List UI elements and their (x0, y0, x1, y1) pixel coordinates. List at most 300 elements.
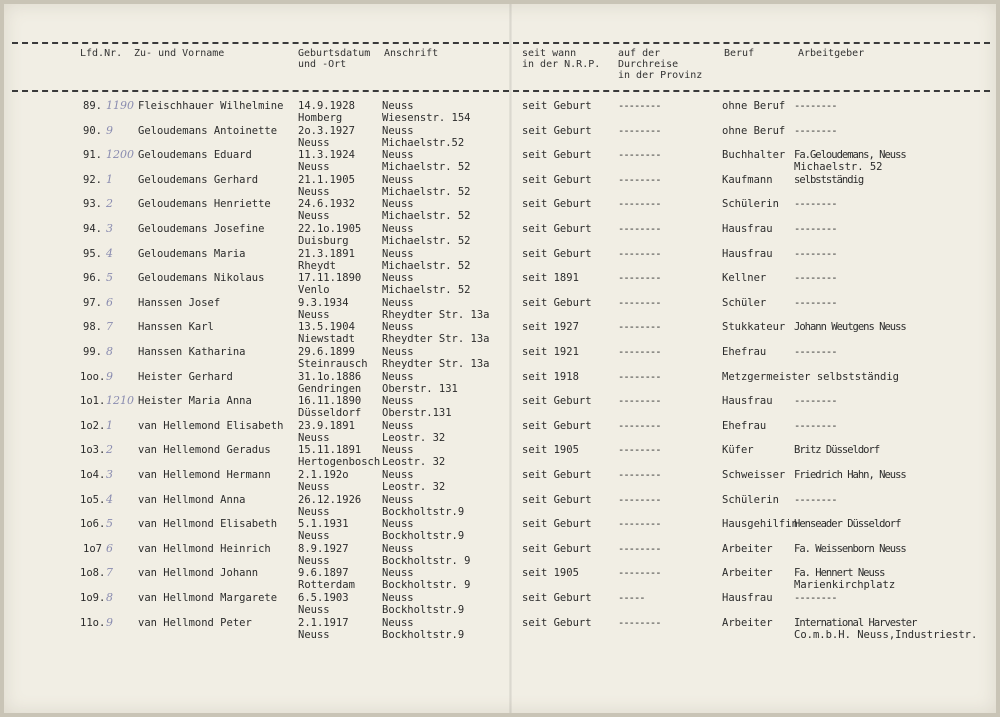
table-row (4, 174, 996, 199)
resident-since: seit Geburt (522, 518, 592, 531)
pencil-annotation: 2 (106, 443, 113, 457)
table-row (4, 494, 996, 519)
pencil-annotation: 7 (106, 566, 113, 580)
address-street: Rheydter Str. 13a (382, 333, 490, 346)
address-city: Neuss (382, 272, 414, 285)
birth-place: Niewstadt (298, 333, 355, 346)
row-number: 96. (83, 272, 102, 285)
address-cell (382, 543, 471, 567)
employer-cell (794, 248, 837, 260)
address-street: Rheydter Str. 13a (382, 308, 490, 321)
address-street: Bockholtstr.9 (382, 505, 465, 518)
occupation: Kellner (722, 272, 767, 285)
address-city: Neuss (382, 100, 414, 112)
employer-cell (794, 567, 895, 591)
transit-status: -------- (618, 567, 661, 580)
pencil-annotation: 1 (106, 172, 113, 186)
pencil-annotation: 8 (106, 345, 113, 358)
birth-cell (298, 617, 349, 641)
table-row (4, 125, 996, 150)
occupation: Schülerin (722, 198, 779, 211)
birth-cell (298, 395, 361, 419)
resident-since: seit Geburt (522, 247, 592, 260)
address-cell (382, 592, 464, 616)
person-name: Hanssen Karl (138, 321, 214, 334)
row-number: 99. (83, 346, 102, 358)
birth-cell (298, 174, 355, 198)
occupation: Buchhalter (722, 149, 786, 162)
birth-place: Steinrausch (298, 358, 368, 370)
row-number: 93. (83, 198, 102, 211)
person-name: van Hellemond Geradus (138, 444, 271, 457)
employer-line-1: -------- (794, 395, 837, 408)
pencil-annotation: 9 (106, 369, 113, 383)
address-street: Bockholtstr.9 (382, 604, 465, 616)
table-row (4, 346, 996, 371)
birth-place: Gendringen (298, 382, 362, 395)
person-name: van Hellmond Peter (138, 616, 252, 629)
address-street: Leostr. 32 (382, 456, 446, 469)
address-cell (382, 617, 464, 641)
birth-cell (298, 444, 380, 468)
address-city: Neuss (382, 419, 414, 432)
birth-place: Venlo (298, 284, 330, 297)
transit-status: -------- (618, 370, 661, 383)
employer-cell (794, 592, 837, 604)
address-city: Neuss (382, 247, 414, 260)
address-street: Michaelstr. 52 (382, 185, 471, 198)
resident-since: seit Geburt (522, 493, 592, 506)
birth-date: 9.6.1897 (298, 567, 349, 580)
header-beruf: Beruf (724, 48, 755, 59)
address-street: Leostr. 32 (382, 481, 446, 493)
birth-place: Homberg (298, 112, 343, 124)
birth-place: Neuss (298, 308, 330, 321)
address-cell (382, 420, 445, 444)
employer-line-1: Fa. Hennert Neuss (794, 567, 885, 580)
address-street: Bockholtstr. 9 (382, 579, 471, 592)
birth-cell (298, 149, 355, 173)
occupation: ohne Beruf (722, 124, 786, 137)
resident-since: seit Geburt (522, 100, 592, 112)
transit-status: ----- (618, 592, 645, 604)
person-name: Geloudemans Eduard (138, 149, 252, 162)
table-row (4, 395, 996, 420)
header-durchreise: auf der Durchreise in der Provinz (618, 48, 703, 81)
person-name: van Hellmond Heinrich (138, 542, 271, 555)
birth-date: 26.12.1926 (298, 493, 362, 506)
birth-date: 23.9.1891 (298, 419, 355, 432)
pencil-annotation: 6 (106, 295, 113, 309)
table-row (4, 371, 996, 396)
occupation: Schweisser (722, 469, 786, 481)
address-street: Michaelstr. 52 (382, 235, 471, 247)
person-name: Geloudemans Josefine (138, 223, 265, 235)
table-row (4, 149, 996, 174)
employer-line-1: -------- (794, 592, 837, 604)
birth-cell (298, 100, 355, 124)
occupation: Hausfrau (722, 247, 773, 260)
person-name: van Hellemond Elisabeth (138, 419, 284, 432)
table-row (4, 321, 996, 346)
birth-cell (298, 420, 355, 444)
address-city: Neuss (382, 469, 414, 481)
pencil-annotation: 5 (106, 517, 113, 531)
row-number: 1o2. (80, 419, 106, 432)
row-number: 1o4. (80, 469, 106, 481)
occupation: ohne Beruf (722, 100, 786, 112)
birth-place: Hertogenbosch (298, 456, 381, 469)
transit-status: -------- (618, 100, 661, 112)
occupation: Hausfrau (722, 223, 773, 235)
address-street: Michaelstr.52 (382, 136, 465, 149)
resident-since: seit Geburt (522, 198, 592, 211)
birth-cell (298, 346, 368, 370)
occupation: Metzgermeister selbstständig (722, 370, 900, 383)
address-city: Neuss (382, 592, 414, 604)
occupation: Hausfrau (722, 592, 773, 604)
table-row (4, 592, 996, 617)
pencil-annotation: 4 (106, 492, 113, 506)
address-city: Neuss (382, 321, 414, 334)
row-number: 89. (83, 100, 102, 112)
transit-status: -------- (618, 173, 661, 186)
address-street: Michaelstr. 52 (382, 259, 471, 272)
occupation: Ehefrau (722, 419, 767, 432)
birth-date: 11.3.1924 (298, 149, 355, 162)
birth-date: 22.1o.1905 (298, 223, 362, 235)
resident-since: seit Geburt (522, 395, 592, 408)
employer-line-1: Fa.Geloudemans, Neuss (794, 149, 906, 162)
address-cell (382, 174, 471, 198)
person-name: Heister Gerhard (138, 370, 233, 383)
birth-date: 21.3.1891 (298, 247, 355, 260)
address-city: Neuss (382, 198, 414, 211)
address-street: Michaelstr. 52 (382, 284, 471, 297)
address-street: Oberstr. 131 (382, 382, 458, 395)
address-city: Neuss (382, 149, 414, 162)
pencil-annotation: 3 (106, 222, 113, 235)
pencil-annotation: 7 (106, 320, 113, 334)
person-name: Heister Maria Anna (138, 395, 252, 408)
birth-date: 17.11.1890 (298, 272, 362, 285)
person-name: Geloudemans Gerhard (138, 173, 259, 186)
header-rule-bottom (12, 90, 990, 92)
table-row (4, 420, 996, 445)
table-row (4, 469, 996, 494)
resident-since: seit Geburt (522, 419, 592, 432)
occupation: Schülerin (722, 493, 779, 506)
employer-line-1: selbstständig (794, 173, 864, 186)
birth-place: Neuss (298, 185, 330, 198)
birth-date: 2.1.192o (298, 469, 349, 481)
row-number: 97. (83, 296, 102, 309)
birth-date: 6.5.1903 (298, 592, 349, 604)
employer-line-1: -------- (794, 100, 837, 112)
transit-status: -------- (618, 198, 661, 211)
employer-cell (794, 321, 906, 333)
row-number: 11o. (80, 616, 106, 629)
birth-date: 24.6.1932 (298, 198, 355, 211)
person-name: Geloudemans Maria (138, 247, 246, 260)
person-name: Hanssen Josef (138, 296, 221, 309)
row-number: 1o9. (80, 592, 106, 604)
table-row (4, 223, 996, 248)
birth-date: 9.3.1934 (298, 296, 349, 309)
resident-since: seit 1921 (522, 346, 579, 358)
person-name: Geloudemans Henriette (138, 198, 271, 211)
birth-cell (298, 567, 355, 591)
address-city: Neuss (382, 567, 414, 580)
transit-status: -------- (618, 542, 661, 555)
employer-line-1: -------- (794, 296, 837, 309)
employer-cell (794, 494, 837, 506)
employer-cell (794, 198, 837, 210)
birth-cell (298, 272, 361, 296)
person-name: van Hellmond Margarete (138, 592, 278, 604)
resident-since: seit Geburt (522, 296, 592, 309)
header-seit: seit wann in der N.R.P. (522, 48, 601, 70)
resident-since: seit 1905 (522, 444, 579, 457)
person-name: Fleischhauer Wilhelmine (138, 100, 284, 112)
employer-cell (794, 469, 906, 481)
birth-date: 29.6.1899 (298, 346, 355, 358)
table-row (4, 297, 996, 322)
occupation: Schüler (722, 296, 767, 309)
resident-since: seit 1905 (522, 567, 579, 580)
address-cell (382, 321, 489, 345)
occupation: Kaufmann (722, 173, 773, 186)
resident-since: seit Geburt (522, 592, 592, 604)
transit-status: -------- (618, 444, 661, 457)
transit-status: -------- (618, 124, 661, 137)
person-name: van Hellmond Elisabeth (138, 518, 278, 531)
resident-since: seit Geburt (522, 149, 592, 162)
resident-since: seit Geburt (522, 223, 592, 235)
birth-place: Neuss (298, 136, 330, 149)
row-number: 1o1. (80, 395, 106, 408)
employer-line-2: Marienkirchplatz (794, 579, 896, 592)
employer-line-1: Henseader Düsseldorf (794, 518, 901, 531)
employer-cell (794, 420, 837, 432)
employer-cell (794, 125, 837, 137)
birth-cell (298, 125, 355, 149)
address-city: Neuss (382, 346, 414, 358)
address-street: Bockholtstr.9 (382, 530, 465, 543)
resident-since: seit Geburt (522, 173, 592, 186)
address-cell (382, 100, 471, 124)
birth-date: 5.1.1931 (298, 518, 349, 531)
employer-line-1: Britz Düsseldorf (794, 444, 880, 457)
address-city: Neuss (382, 616, 414, 629)
birth-place: Neuss (298, 604, 330, 616)
document-page (4, 4, 996, 713)
address-city: Neuss (382, 542, 414, 555)
table-row (4, 567, 996, 592)
address-city: Neuss (382, 370, 414, 383)
transit-status: -------- (618, 149, 661, 162)
header-name: Zu- und Vorname (134, 48, 225, 59)
address-city: Neuss (382, 296, 414, 309)
occupation: Arbeiter (722, 542, 773, 555)
pencil-annotation: 1 (106, 418, 113, 432)
address-cell (382, 567, 471, 591)
birth-date: 13.5.1904 (298, 321, 355, 334)
employer-line-1: -------- (794, 223, 837, 235)
birth-cell (298, 543, 349, 567)
employer-line-1: -------- (794, 198, 837, 211)
header-arbeitgeber: Arbeitgeber (798, 48, 865, 59)
birth-place: Rotterdam (298, 579, 355, 592)
employer-cell (794, 174, 863, 186)
address-cell (382, 469, 445, 493)
address-street: Wiesenstr. 154 (382, 112, 471, 124)
employer-line-1: International Harvester (794, 616, 917, 629)
person-name: Geloudemans Nikolaus (138, 272, 265, 285)
address-street: Michaelstr. 52 (382, 161, 471, 174)
birth-cell (298, 248, 355, 272)
birth-date: 2.1.1917 (298, 616, 349, 629)
address-city: Neuss (382, 223, 414, 235)
birth-date: 16.11.1890 (298, 395, 362, 408)
address-cell (382, 518, 464, 542)
employer-cell (794, 395, 837, 407)
row-number: 90. (83, 124, 102, 137)
occupation: Stukkateur (722, 321, 786, 334)
resident-since: seit 1918 (522, 370, 579, 383)
pencil-annotation: 1210 (106, 394, 134, 408)
employer-line-1: Friedrich Hahn, Neuss (794, 469, 906, 481)
transit-status: -------- (618, 223, 661, 235)
address-cell (382, 198, 471, 222)
header-lfd-nr: Lfd.Nr. (80, 48, 123, 59)
transit-status: -------- (618, 247, 661, 260)
employer-cell (794, 297, 837, 309)
resident-since: seit Geburt (522, 469, 592, 481)
address-street: Oberstr.131 (382, 407, 452, 420)
birth-place: Neuss (298, 431, 330, 444)
pencil-annotation: 1200 (106, 148, 134, 162)
address-city: Neuss (382, 518, 414, 531)
employer-cell (794, 346, 837, 358)
address-cell (382, 272, 471, 296)
address-city: Neuss (382, 173, 414, 186)
pencil-annotation: 9 (106, 615, 113, 629)
employer-line-1: Fa. Weissenborn Neuss (794, 542, 906, 555)
birth-place: Neuss (298, 161, 330, 174)
address-cell (382, 149, 471, 173)
birth-place: Neuss (298, 505, 330, 518)
address-city: Neuss (382, 124, 414, 137)
transit-status: -------- (618, 493, 661, 506)
person-name: Hanssen Katharina (138, 346, 246, 358)
pencil-annotation: 4 (106, 246, 113, 260)
pencil-annotation: 3 (106, 468, 113, 481)
employer-line-1: -------- (794, 272, 837, 285)
address-cell (382, 444, 445, 468)
employer-line-1: -------- (794, 346, 837, 358)
row-number: 1o8. (80, 567, 106, 580)
birth-place: Neuss (298, 530, 330, 543)
birth-cell (298, 469, 349, 493)
transit-status: -------- (618, 272, 661, 285)
table-row (4, 100, 996, 125)
header-anschrift: Anschrift (384, 48, 439, 59)
birth-date: 14.9.1928 (298, 100, 355, 112)
occupation: Arbeiter (722, 567, 773, 580)
birth-cell (298, 223, 361, 247)
row-number: 91. (83, 149, 102, 162)
birth-date: 21.1.1905 (298, 173, 355, 186)
row-number: 1o6. (80, 518, 106, 531)
birth-cell (298, 494, 361, 518)
employer-cell (794, 272, 837, 284)
resident-since: seit Geburt (522, 616, 592, 629)
table-row (4, 518, 996, 543)
row-number: 98. (83, 321, 102, 334)
pencil-annotation: 9 (106, 123, 113, 137)
occupation: Ehefrau (722, 346, 767, 358)
employer-cell (794, 617, 977, 641)
transit-status: -------- (618, 321, 661, 334)
person-name: van Hellmond Johann (138, 567, 259, 580)
table-row (4, 444, 996, 469)
birth-place: Düsseldorf (298, 407, 362, 420)
occupation: Hausfrau (722, 395, 773, 408)
employer-cell (794, 518, 900, 530)
transit-status: -------- (618, 346, 661, 358)
address-cell (382, 395, 452, 419)
birth-date: 2o.3.1927 (298, 124, 355, 137)
person-name: Geloudemans Antoinette (138, 124, 278, 137)
address-cell (382, 371, 458, 395)
birth-date: 31.1o.1886 (298, 370, 362, 383)
resident-since: seit Geburt (522, 124, 592, 137)
transit-status: -------- (618, 518, 661, 531)
address-city: Neuss (382, 395, 414, 408)
birth-place: Neuss (298, 554, 330, 567)
birth-date: 15.11.1891 (298, 444, 362, 457)
pencil-annotation: 1190 (106, 99, 134, 112)
employer-line-1: -------- (794, 493, 837, 506)
row-number: 95. (83, 247, 102, 260)
birth-place: Neuss (298, 628, 330, 641)
address-street: Bockholtstr.9 (382, 628, 465, 641)
birth-cell (298, 518, 349, 542)
employer-cell (794, 223, 837, 235)
employer-cell (794, 100, 837, 112)
transit-status: -------- (618, 616, 661, 629)
employer-line-1: -------- (794, 247, 837, 260)
address-cell (382, 223, 471, 247)
resident-since: seit 1927 (522, 321, 579, 334)
pencil-annotation: 6 (106, 541, 113, 555)
row-number: 1o3. (80, 444, 106, 457)
employer-cell (794, 444, 879, 456)
table-row (4, 617, 996, 642)
address-street: Rheydter Str. 13a (382, 358, 490, 370)
row-number: 1o5. (80, 493, 106, 506)
row-number: 1oo. (80, 370, 106, 383)
table-row (4, 248, 996, 273)
transit-status: -------- (618, 469, 661, 481)
address-cell (382, 297, 489, 321)
address-street: Leostr. 32 (382, 431, 446, 444)
address-street: Michaelstr. 52 (382, 210, 471, 223)
birth-place: Rheydt (298, 259, 336, 272)
address-cell (382, 248, 471, 272)
employer-line-2: Michaelstr. 52 (794, 161, 883, 174)
